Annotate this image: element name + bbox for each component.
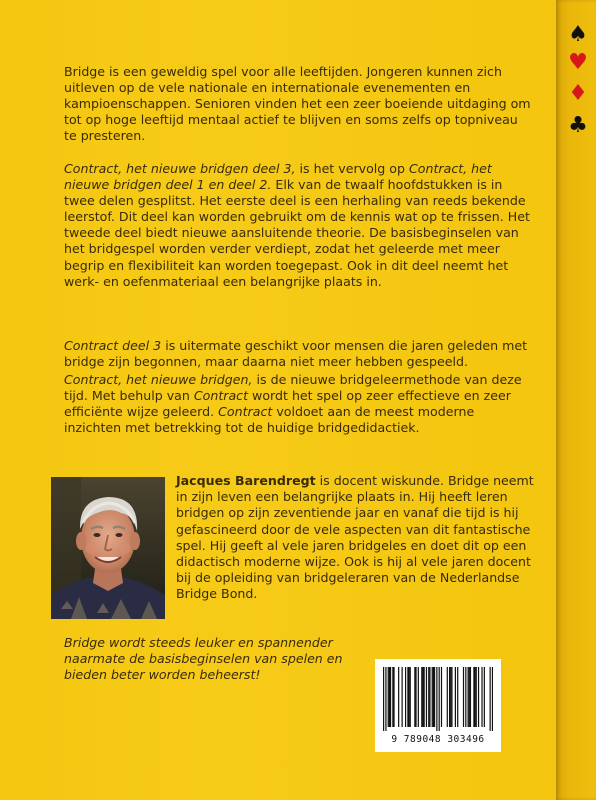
barcode-bar [468, 667, 469, 727]
barcode-bar [385, 667, 386, 731]
author-name: Jacques Barendregt [176, 473, 316, 488]
audience-paragraph [64, 338, 534, 370]
barcode-bar [473, 667, 474, 727]
barcode-bar [407, 667, 408, 727]
heart-icon: ♥ [568, 50, 588, 75]
barcode-bar [429, 667, 430, 727]
barcode-bar [447, 667, 448, 727]
barcode-bar [449, 667, 450, 727]
barcode-bar [389, 667, 390, 727]
barcode-bar [484, 667, 485, 727]
barcode-bar [415, 667, 416, 727]
barcode-bar [393, 667, 394, 727]
book-title-short: Contract deel 3 [64, 338, 162, 353]
author-portrait-icon [51, 477, 165, 619]
barcode-bar [408, 667, 409, 727]
intro-text: Bridge is een geweldig spel voor alle leeftijden. Jongeren kunnen zich uitleven op de vele nationale en internationale evenementen en kampioenschappen. Senioren vinden het een zeer boeiende uitdaging om tot op hoge leeftijd mentaal actief te blijven en soms zelfs op topniveau te presteren. [64, 64, 531, 144]
barcode-bar [481, 667, 482, 727]
barcode-bar [388, 667, 389, 727]
barcode-bar [410, 667, 411, 727]
method-title: Contract, het nieuwe bridgen, [64, 372, 253, 387]
author-bio [176, 473, 536, 603]
barcode-bar [492, 667, 493, 731]
barcode-bar [469, 667, 470, 727]
isbn-number: 9 789048 303496 [391, 734, 485, 745]
barcode-bars-icon [383, 667, 493, 731]
book-title-deel3: Contract, het nieuwe bridgen deel 3, [64, 161, 296, 176]
barcode-bar [436, 667, 437, 731]
audience-text: is uitermate geschikt voor mensen die jaren geleden met bridge zijn begonnen, maar daarna niet meer hebben gespeeld. [64, 338, 528, 370]
intro-paragraph [64, 64, 534, 144]
book-title-deel1-2: Contract, het nieuwe bridgen deel 1 en deel 2. [64, 161, 492, 193]
barcode-bar [465, 667, 466, 727]
club-icon: ♣ [568, 113, 588, 138]
barcode-bar [428, 667, 429, 727]
diamond-icon: ♦ [568, 81, 588, 106]
barcode-bar [450, 667, 451, 727]
barcode-bar [433, 667, 434, 727]
barcode-bar [476, 667, 477, 727]
barcode-bar [470, 667, 471, 727]
barcode-bar [478, 667, 479, 727]
barcode-bar [432, 667, 433, 727]
tagline: Bridge wordt steeds leuker en spannender naarmate de basisbeginselen van spelen en bieden beter worden beheerst! [64, 635, 343, 683]
barcode-bar [405, 667, 406, 727]
series-text-mid: is het vervolg op [295, 161, 409, 176]
barcode-bar [424, 667, 425, 727]
barcode-bar [392, 667, 393, 727]
barcode-bar [402, 667, 403, 727]
method-text-3: voldoet aan de meest moderne inzichten met betrekking tot de huidige bridgedidactiek. [64, 404, 475, 436]
method-text-2: wordt het spel op zeer effectieve en zeer efficiënte wijze geleerd. [64, 388, 511, 420]
barcode-bar [421, 667, 422, 727]
author-photo [51, 477, 165, 619]
method-title-2: Contract [193, 388, 249, 404]
barcode-bar [418, 667, 419, 727]
series-paragraph [64, 161, 534, 290]
spade-icon: ♠ [568, 22, 588, 47]
barcode-bar [457, 667, 458, 727]
barcode-bar [398, 667, 399, 727]
barcode-bar [463, 667, 464, 727]
barcode-bar [490, 667, 491, 731]
barcode-bar [441, 667, 442, 727]
barcode-bar [451, 667, 452, 727]
author-bio-text: is docent wiskunde. Bridge neemt in zijn leven een belangrijke plaats in. Hij heeft leren bridgen op zijn zeventiende jaar en vanaf die tijd is hij gefascineerd door de vele aspecten van dit fantastische spel. Hij geeft al vele jaren bridgeles en doet dit op een didactisch moderne wijze. Ook is hij al vele jaren docent bij de opleiding van bridgeleraren van de Nederlandse Bridge Bond. [176, 473, 534, 602]
barcode-bar [434, 667, 435, 727]
barcode-bar [422, 667, 423, 727]
barcode-bar [390, 667, 391, 727]
barcode [375, 659, 501, 752]
method-text-1: is de nieuwe bridgeleermethode van deze tijd. Met behulp van [64, 372, 522, 404]
barcode-bar [414, 667, 415, 727]
method-paragraph [64, 372, 534, 436]
barcode-bar [474, 667, 475, 727]
method-title-3: Contract [218, 404, 273, 420]
barcode-bar [439, 667, 440, 731]
barcode-bar [426, 667, 427, 727]
barcode-bar [455, 667, 456, 727]
barcode-bar [383, 667, 384, 731]
series-text-rest: Elk van de twaalf hoofdstukken is in twee delen gesplitst. Het eerste deel is een herhaling van reeds bekende leerstof. Dit deel kan worden gebruikt om de kennis wat op te frissen. Het tweede deel biedt nieuwe aansluitende theorie. De basisbeginselen van het bridgespel worden verder verdiept, zodat het geleerde met meer begrip en flexibiliteit kan worden toegepast. Ook in dit deel neemt het werk- en oefenmateriaal een belangrijke plaats in. [64, 177, 530, 289]
